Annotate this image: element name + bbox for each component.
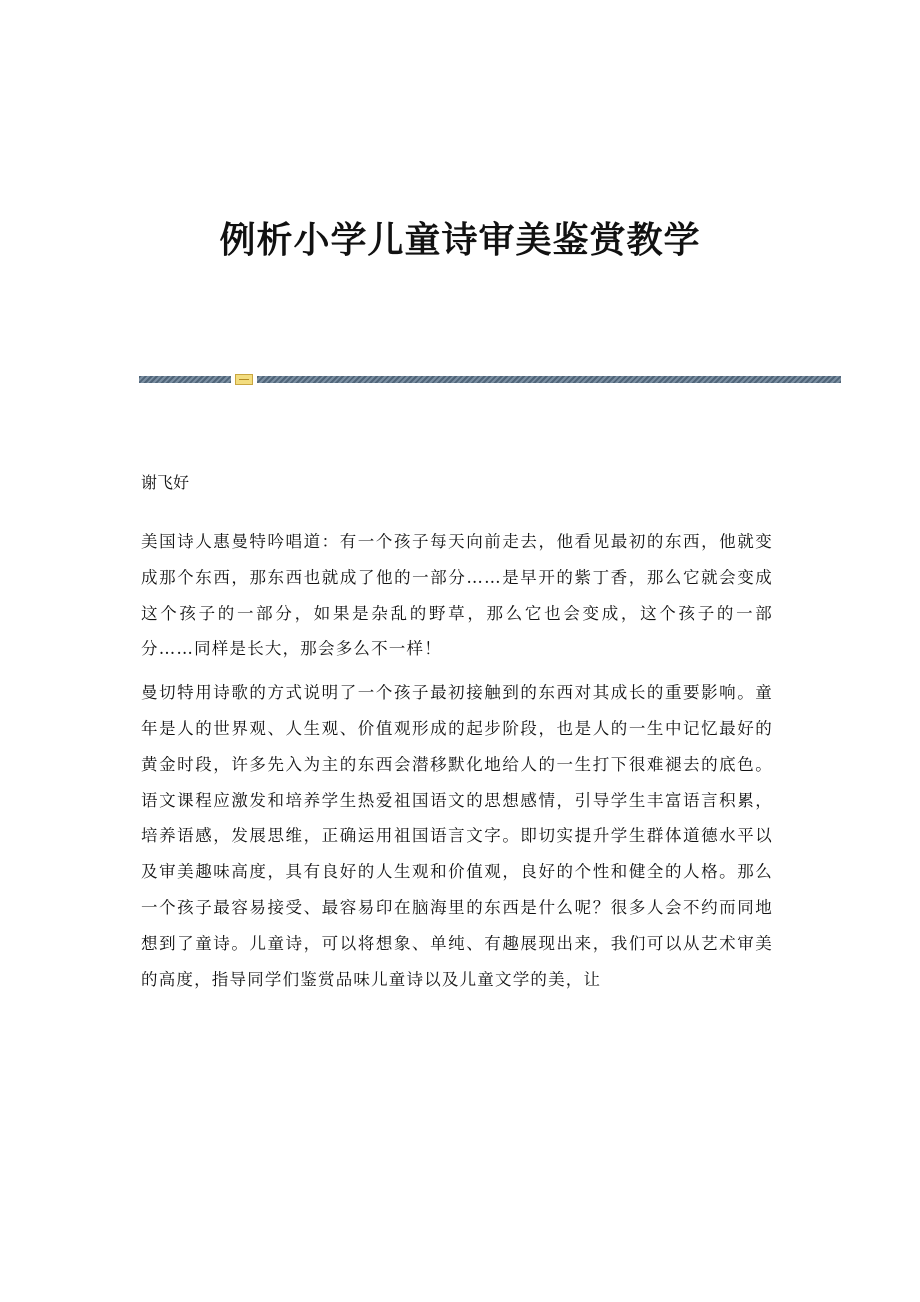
divider-ornament-icon (235, 374, 253, 385)
title-divider (139, 374, 841, 384)
document-body (141, 524, 773, 1005)
author-name: 谢飞好 (141, 473, 190, 492)
document-title: 例析小学儿童诗审美鉴赏教学 (219, 219, 701, 261)
paragraph-1: 美国诗人惠曼特吟唱道：有一个孩子每天向前走去，他看见最初的东西，他就变成那个东西，那东西也就成了他的一部分……是早开的紫丁香，那么它就会变成这个孩子的一部分，如果是杂乱的野草，那么它也会变成，这个孩子的一部分……同样是长大，那会多么不一样！ (141, 532, 773, 659)
divider-bar-right (257, 376, 841, 383)
paragraph-2: 曼切特用诗歌的方式说明了一个孩子最初接触到的东西对其成长的重要影响。童年是人的世界观、人生观、价值观形成的起步阶段，也是人的一生中记忆最好的黄金时段，许多先入为主的东西会潜移默化地给人的一生打下很难褪去的底色。语文课程应激发和培养学生热爱祖国语文的思想感情，引导学生丰富语言积累，培养语感，发展思维，正确运用祖国语言文字。即切实提升学生群体道德水平以及审美趣味高度，具有良好的人生观和价值观，良好的个性和健全的人格。那么一个孩子最容易接受、最容易印在脑海里的东西是什么呢？很多人会不约而同地想到了童诗。儿童诗，可以将想象、单纯、有趣展现出来，我们可以从艺术审美的高度，指导同学们鉴赏品味儿童诗以及儿童文学的美，让 (141, 683, 773, 989)
divider-bar-left (139, 376, 231, 383)
